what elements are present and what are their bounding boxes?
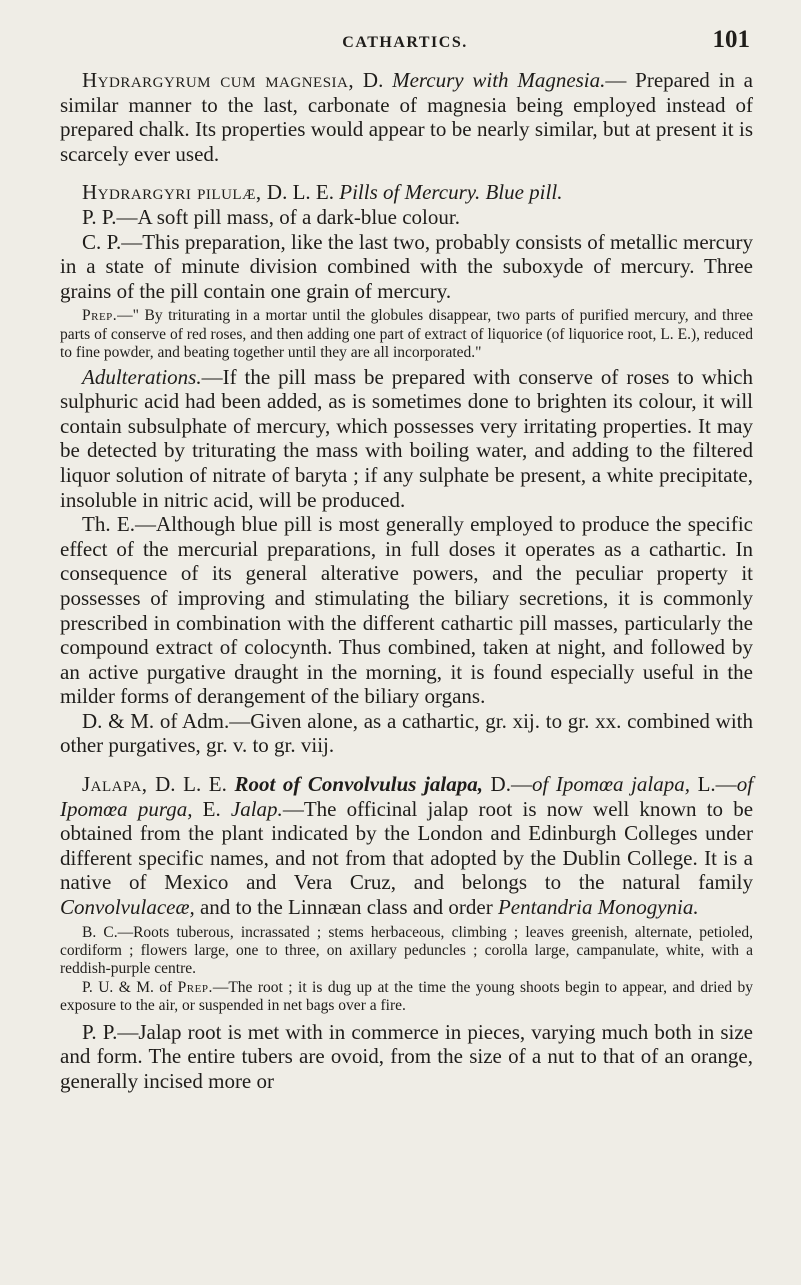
entry-text: —The officinal jalap root is now well known to be obtained from the plant indicated by the London and Edinburgh Colleges under different specific names, and not from that adopted by the Dublin College. It is a native of Mexico and Vera Cruz, and belongs to the natural family <box>60 796 754 895</box>
prep-text: —" By triturating in a mortar until the globules disappear, two parts of purified mercury, and three parts of conserve of red roses, and then adding one part of extract of liquorice (of liquorice root, L. E.), reduced to fine powder, and beating together until they are all incorporated." <box>60 307 753 362</box>
entry-hydrargyri-pilulae <box>60 180 753 205</box>
entry-text: Jalap. <box>230 796 283 821</box>
page-header <box>60 26 750 58</box>
entry-title: Pills of Mercury. <box>339 180 481 205</box>
adulterations-text: —If the pill mass be prepared with conserve of roses to which sulphuric acid had been added, as is sometimes done to brighten its colour, it will contain subsulphate of mercury, which possesses very irritating properties. It may be detected by triturating the mass with boiling water, and adding to the filtered liquor solution of nitrate of baryta ; if any sulphate be present, a white precipitate, insoluble in nitric acid, will be produced. <box>60 364 753 512</box>
parts-used-text: —The root ; it is dug up at the time the young shoots begin to appear, and dried by exposure to the air, or suspended in net bags over a fire. <box>60 978 753 1015</box>
entry-hydrargyrum-magnesia <box>60 68 753 166</box>
dose-text: —Given alone, as a cathartic, gr. xij. to gr. xx. combined with other purgatives, gr. v. to gr. viij. <box>60 708 753 758</box>
parts-used-label: P. U. & M. of <box>82 978 178 996</box>
pharmacopoeia-refs: D. L. E. <box>147 772 235 797</box>
chemical-properties: C. P.—This preparation, like the last two, probably consists of metallic mercury in a state of minute division combined with the suboxyde of mercury. Three grains of the pill contain one grain of mercury. <box>60 229 753 303</box>
physical-properties: P. P.—A soft pill mass, of a dark-blue colour. <box>82 204 460 229</box>
therapeutic-effects: Th. E.—Although blue pill is most generally employed to produce the specific effect of the mercurial preparations, in full doses it operates as a cathartic. In consequence of its general alterative powers, and the peculiar property it possesses of improving and stimulating the biliary secretions, it is commonly prescribed in combination with the different cathartic pill masses, particularly the compound extract of colocynth. Thus combined, taken at night, and followed by an active purgative draught in the morning, it is found especially useful in the milder forms of derangement of the biliary organs. <box>60 512 753 709</box>
preparation-note <box>60 307 753 362</box>
dose-label: D. & M. of Adm. <box>82 708 230 733</box>
entry-name: Hydrargyri pilulæ, <box>82 180 262 205</box>
entry-text: D.— <box>482 772 532 797</box>
entry-text: of Ipomœa jalapa, <box>531 772 691 797</box>
adulterations-label: Adulterations. <box>82 364 202 389</box>
entry-jalapa <box>60 772 753 920</box>
pharmacopoeia-refs: D. <box>354 68 393 92</box>
entry-title: Mercury with Magnesia. <box>392 68 606 92</box>
entry-name: Jalapa, <box>82 772 148 797</box>
page-number: 101 <box>712 26 750 53</box>
entry-text: E. <box>192 796 231 821</box>
entry-name: Hydrargyrum cum magnesia, <box>82 68 355 92</box>
physical-properties: P. P.—Jalap root is met with in commerce in pieces, varying much both in size and form. The entire tubers are ovoid, from the size of a nut to that of an orange, generally incised more or <box>60 1019 753 1093</box>
pharmacopoeia-refs: D. L. E. <box>261 180 340 205</box>
dose-and-mode <box>60 709 753 758</box>
entry-text: of Ipomœa purga, <box>60 772 754 821</box>
entry-title: Root of Convolvulus jalapa, <box>234 772 483 797</box>
prep-label: Prep. <box>177 978 213 996</box>
parts-used <box>60 979 753 1016</box>
running-head: CATHARTICS. <box>342 34 468 51</box>
entry-text: L.— <box>690 772 737 797</box>
entry-text: Pentandria Monogynia. <box>497 895 699 920</box>
adulterations <box>60 365 753 513</box>
prep-label: Prep. <box>82 307 118 325</box>
page-body <box>60 68 753 1093</box>
entry-text: — Prepared in a similar manner to the last, carbonate of magnesia being employed instead of prepared chalk. Its properties would appear to be nearly similar, but at present it is scarcely ever used. <box>60 68 753 166</box>
botanical-characters: B. C.—Roots tuberous, incrassated ; stems herbaceous, climbing ; leaves greenish, alternate, petioled, cordiform ; flowers large, one to three, on axillary peduncles ; corolla large, campanulate, white, with a reddish-purple centre. <box>60 923 753 978</box>
entry-synonym: Blue pill. <box>485 180 563 205</box>
entry-text: Convolvulaceæ, <box>60 895 195 920</box>
entry-text: and to the Linnæan class and order <box>194 895 498 920</box>
